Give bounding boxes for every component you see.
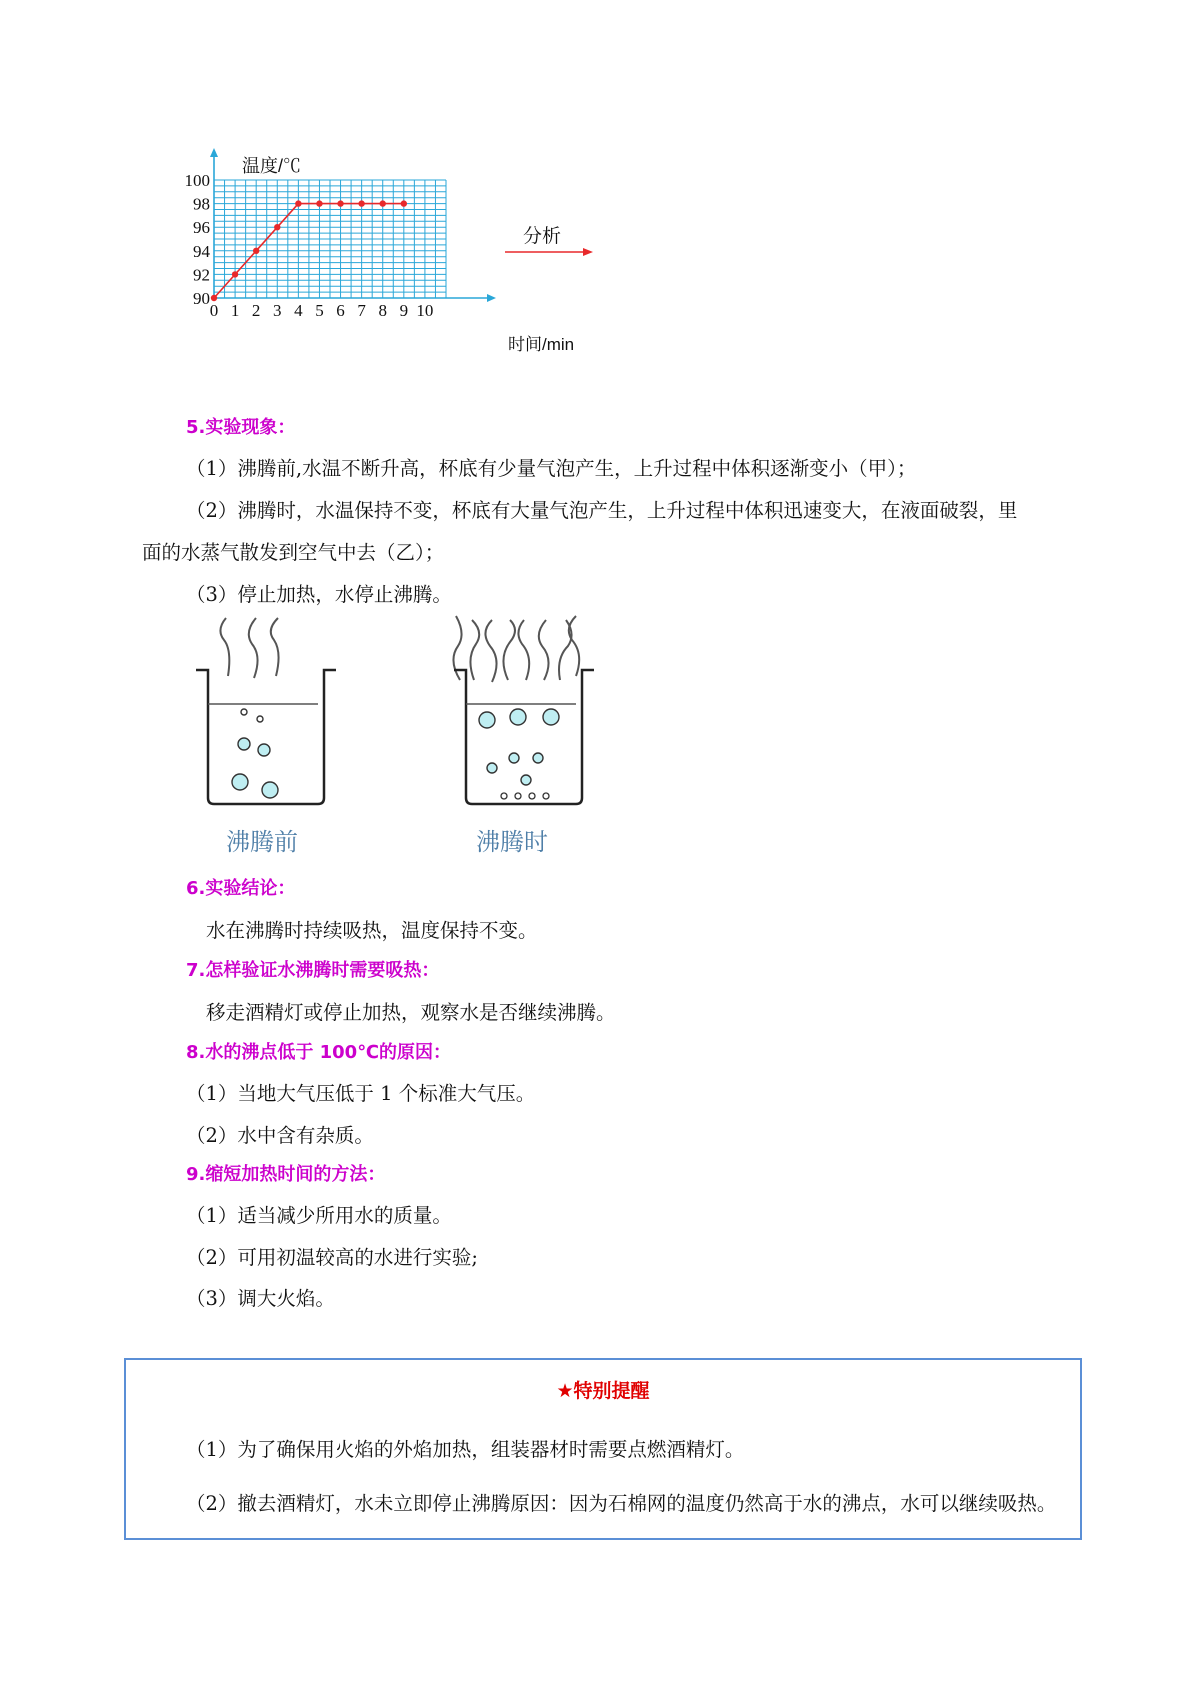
data-point (253, 248, 259, 254)
x-tick-label: 4 (294, 301, 303, 320)
section-9-line-3: （3）调大火焰。 (186, 1287, 335, 1310)
x-tick-label: 6 (336, 301, 345, 320)
arrow-head-icon (583, 248, 593, 256)
analysis-label: 分析 (523, 226, 562, 247)
x-tick-label: 3 (273, 301, 282, 320)
data-point (232, 271, 238, 277)
data-point (380, 200, 386, 206)
section-6-title: 6.实验结论： (186, 878, 296, 899)
y-tick-label: 92 (193, 265, 210, 285)
x-tick-label: 1 (230, 301, 240, 320)
reminder-line-1: （1）为了确保用火焰的外焰加热，组装器材时需要点燃酒精灯。 (186, 1438, 745, 1461)
data-point (274, 224, 280, 230)
data-point (337, 200, 343, 206)
x-tick-label: 8 (378, 301, 387, 320)
y-tick-label: 96 (193, 218, 210, 238)
x-tick-label: 9 (399, 301, 409, 320)
special-reminder-box (124, 1358, 1082, 1540)
section-7-line-1: 移走酒精灯或停止加热，观察水是否继续沸腾。 (206, 1001, 616, 1024)
section-5-line-2b: 面的水蒸气散发到空气中去（乙）； (142, 541, 445, 564)
y-tick-label: 98 (193, 194, 210, 214)
beaker-during-boiling (453, 616, 594, 804)
section-9-line-2: （2）可用初温较高的水进行实验; (186, 1246, 478, 1269)
section-6-line-1: 水在沸腾时持续吸热，温度保持不变。 (206, 919, 538, 942)
y-axis-label: 温度/℃ (242, 156, 302, 176)
y-axis-arrow-icon (210, 148, 218, 157)
section-5-line-1: （1）沸腾前,水温不断升高，杯底有少量气泡产生，上升过程中体积逐渐变小（甲）； (186, 457, 917, 480)
y-tick-label: 100 (184, 171, 210, 190)
analysis-arrow (505, 222, 595, 262)
section-5-line-3: （3）停止加热，水停止沸腾。 (186, 583, 452, 606)
beaker-before-boiling (196, 618, 336, 804)
section-9-title: 9.缩短加热时间的方法： (186, 1164, 386, 1185)
x-tick-label: 7 (357, 301, 366, 320)
beaker-during-label: 沸腾时 (476, 829, 548, 856)
section-9-line-1: （1）适当减少所用水的质量。 (186, 1204, 452, 1227)
data-point (316, 200, 322, 206)
section-8-title: 8.水的沸点低于 100℃的原因： (186, 1042, 451, 1063)
y-tick-label: 90 (193, 289, 210, 308)
x-tick-label: 10 (416, 301, 434, 320)
section-5-line-2: （2）沸腾时，水温保持不变，杯底有大量气泡产生，上升过程中体积迅速变大，在液面破裂，里 (186, 499, 1018, 522)
x-tick-label: 5 (315, 301, 324, 320)
x-tick-label: 2 (251, 301, 261, 320)
section-7-title: 7.怎样验证水沸腾时需要吸热： (186, 960, 440, 981)
data-point (211, 295, 217, 301)
chart-grid (214, 180, 446, 298)
x-axis-label: 时间/min (508, 335, 575, 354)
section-8-line-2: （2）水中含有杂质。 (186, 1124, 374, 1147)
boiling-beakers-illustration (192, 620, 612, 860)
section-5-title: 5.实验现象： (186, 417, 296, 438)
special-reminder-title: ★特别提醒 (556, 1380, 650, 1402)
section-8-line-1: （1）当地大气压低于 1 个标准大气压。 (186, 1082, 536, 1105)
reminder-line-2: （2）撤去酒精灯，水未立即停止沸腾原因：因为石棉网的温度仍然高于水的沸点，水可以继续吸热。 (186, 1492, 1057, 1515)
y-tick-label: 94 (193, 241, 210, 261)
beaker-before-label: 沸腾前 (226, 829, 298, 856)
data-point (401, 200, 407, 206)
data-point (358, 200, 364, 206)
data-point (295, 200, 301, 206)
x-tick-label: 0 (209, 301, 219, 320)
x-axis-arrow-icon (487, 294, 496, 302)
